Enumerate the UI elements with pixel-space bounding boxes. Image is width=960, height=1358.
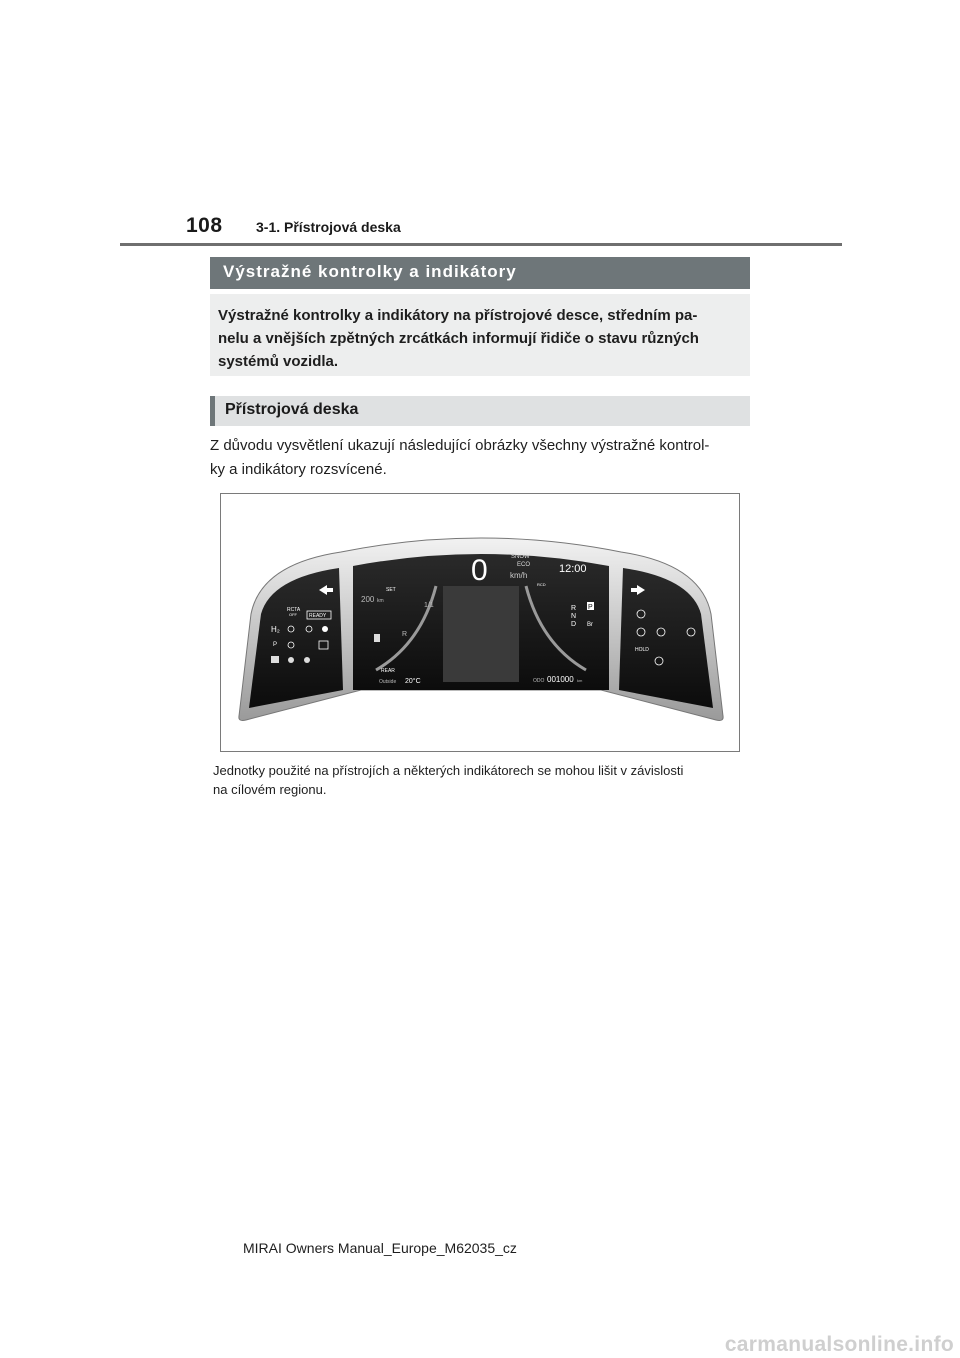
instrument-cluster-figure xyxy=(220,493,740,752)
body-line: ky a indikátory rozsvícené. xyxy=(210,461,387,478)
fuel-pump-icon xyxy=(374,634,380,642)
chapter-title: 3-1. Přístrojová deska xyxy=(256,219,401,235)
set-label: SET xyxy=(386,587,396,593)
page-number: 108 xyxy=(186,214,223,237)
pcs-label: P xyxy=(273,642,278,648)
gear-br: Br xyxy=(587,622,593,628)
odometer: 001000 xyxy=(547,675,574,684)
outside-temp: 20°C xyxy=(405,678,421,685)
footer-text: MIRAI Owners Manual_Europe_M62035_cz xyxy=(243,1240,517,1256)
range-unit: km xyxy=(377,598,384,604)
body-line: Z důvodu vysvětlení ukazují následující obrázky všechny výstražné kontrol- xyxy=(210,437,710,454)
seatbelt-icon-2 xyxy=(304,657,310,663)
intro-line: Výstražné kontrolky a indikátory na přístrojové desce, středním pa- xyxy=(218,307,698,324)
airbag-icon-2 xyxy=(288,657,294,663)
section-title: Výstražné kontrolky a indikátory xyxy=(210,257,750,289)
cruise-control-icon xyxy=(271,656,279,663)
gear-d: D xyxy=(571,621,577,628)
figure-caption xyxy=(213,761,753,799)
intro-box xyxy=(210,294,750,376)
hold-label: HOLD xyxy=(635,647,649,653)
gear-n: N xyxy=(571,613,577,620)
mode-eco: ECO xyxy=(517,562,531,568)
gear-p: P xyxy=(588,604,593,611)
caption-line: Jednotky použité na přístrojích a některých indikátorech se mohou lišit v závislosti xyxy=(213,763,684,778)
fuel-scale-full: 1/1 xyxy=(424,602,434,609)
instrument-cluster-illustration xyxy=(221,494,741,753)
watermark: carmanualsonline.info xyxy=(724,1333,954,1356)
intro-line: nelu a vnějších zpětných zrcátkách informují řidiče o stavu různých xyxy=(218,330,699,347)
subsection-title: Přístrojová deska xyxy=(210,396,750,426)
odo-unit: km xyxy=(577,678,583,683)
range-value: 200 xyxy=(361,595,375,604)
speed-value: 0 xyxy=(471,554,488,587)
fuel-scale-reserve: R xyxy=(402,631,408,638)
h2-label: H₂ xyxy=(271,625,280,634)
outside-label: Outside xyxy=(379,679,397,685)
off-label: OFF xyxy=(289,612,297,617)
mode-snow: SNOW xyxy=(511,554,530,560)
body-paragraph xyxy=(210,434,755,482)
intro-line: systémů vozidla. xyxy=(218,353,339,370)
speed-unit: km/h xyxy=(510,571,528,580)
rear-label: REAR xyxy=(381,668,395,674)
gear-r: R xyxy=(571,605,577,612)
ready-label: READY xyxy=(309,613,327,619)
header-divider xyxy=(120,243,842,246)
fog-light-icon xyxy=(322,626,328,632)
caption-line: na cílovém regionu. xyxy=(213,782,327,797)
clock: 12:00 xyxy=(559,563,587,575)
center-panel xyxy=(443,586,519,682)
odo-label: ODO xyxy=(533,678,545,684)
rcta-label: RCTA xyxy=(287,607,301,613)
rcd-label: RCD xyxy=(537,582,546,587)
